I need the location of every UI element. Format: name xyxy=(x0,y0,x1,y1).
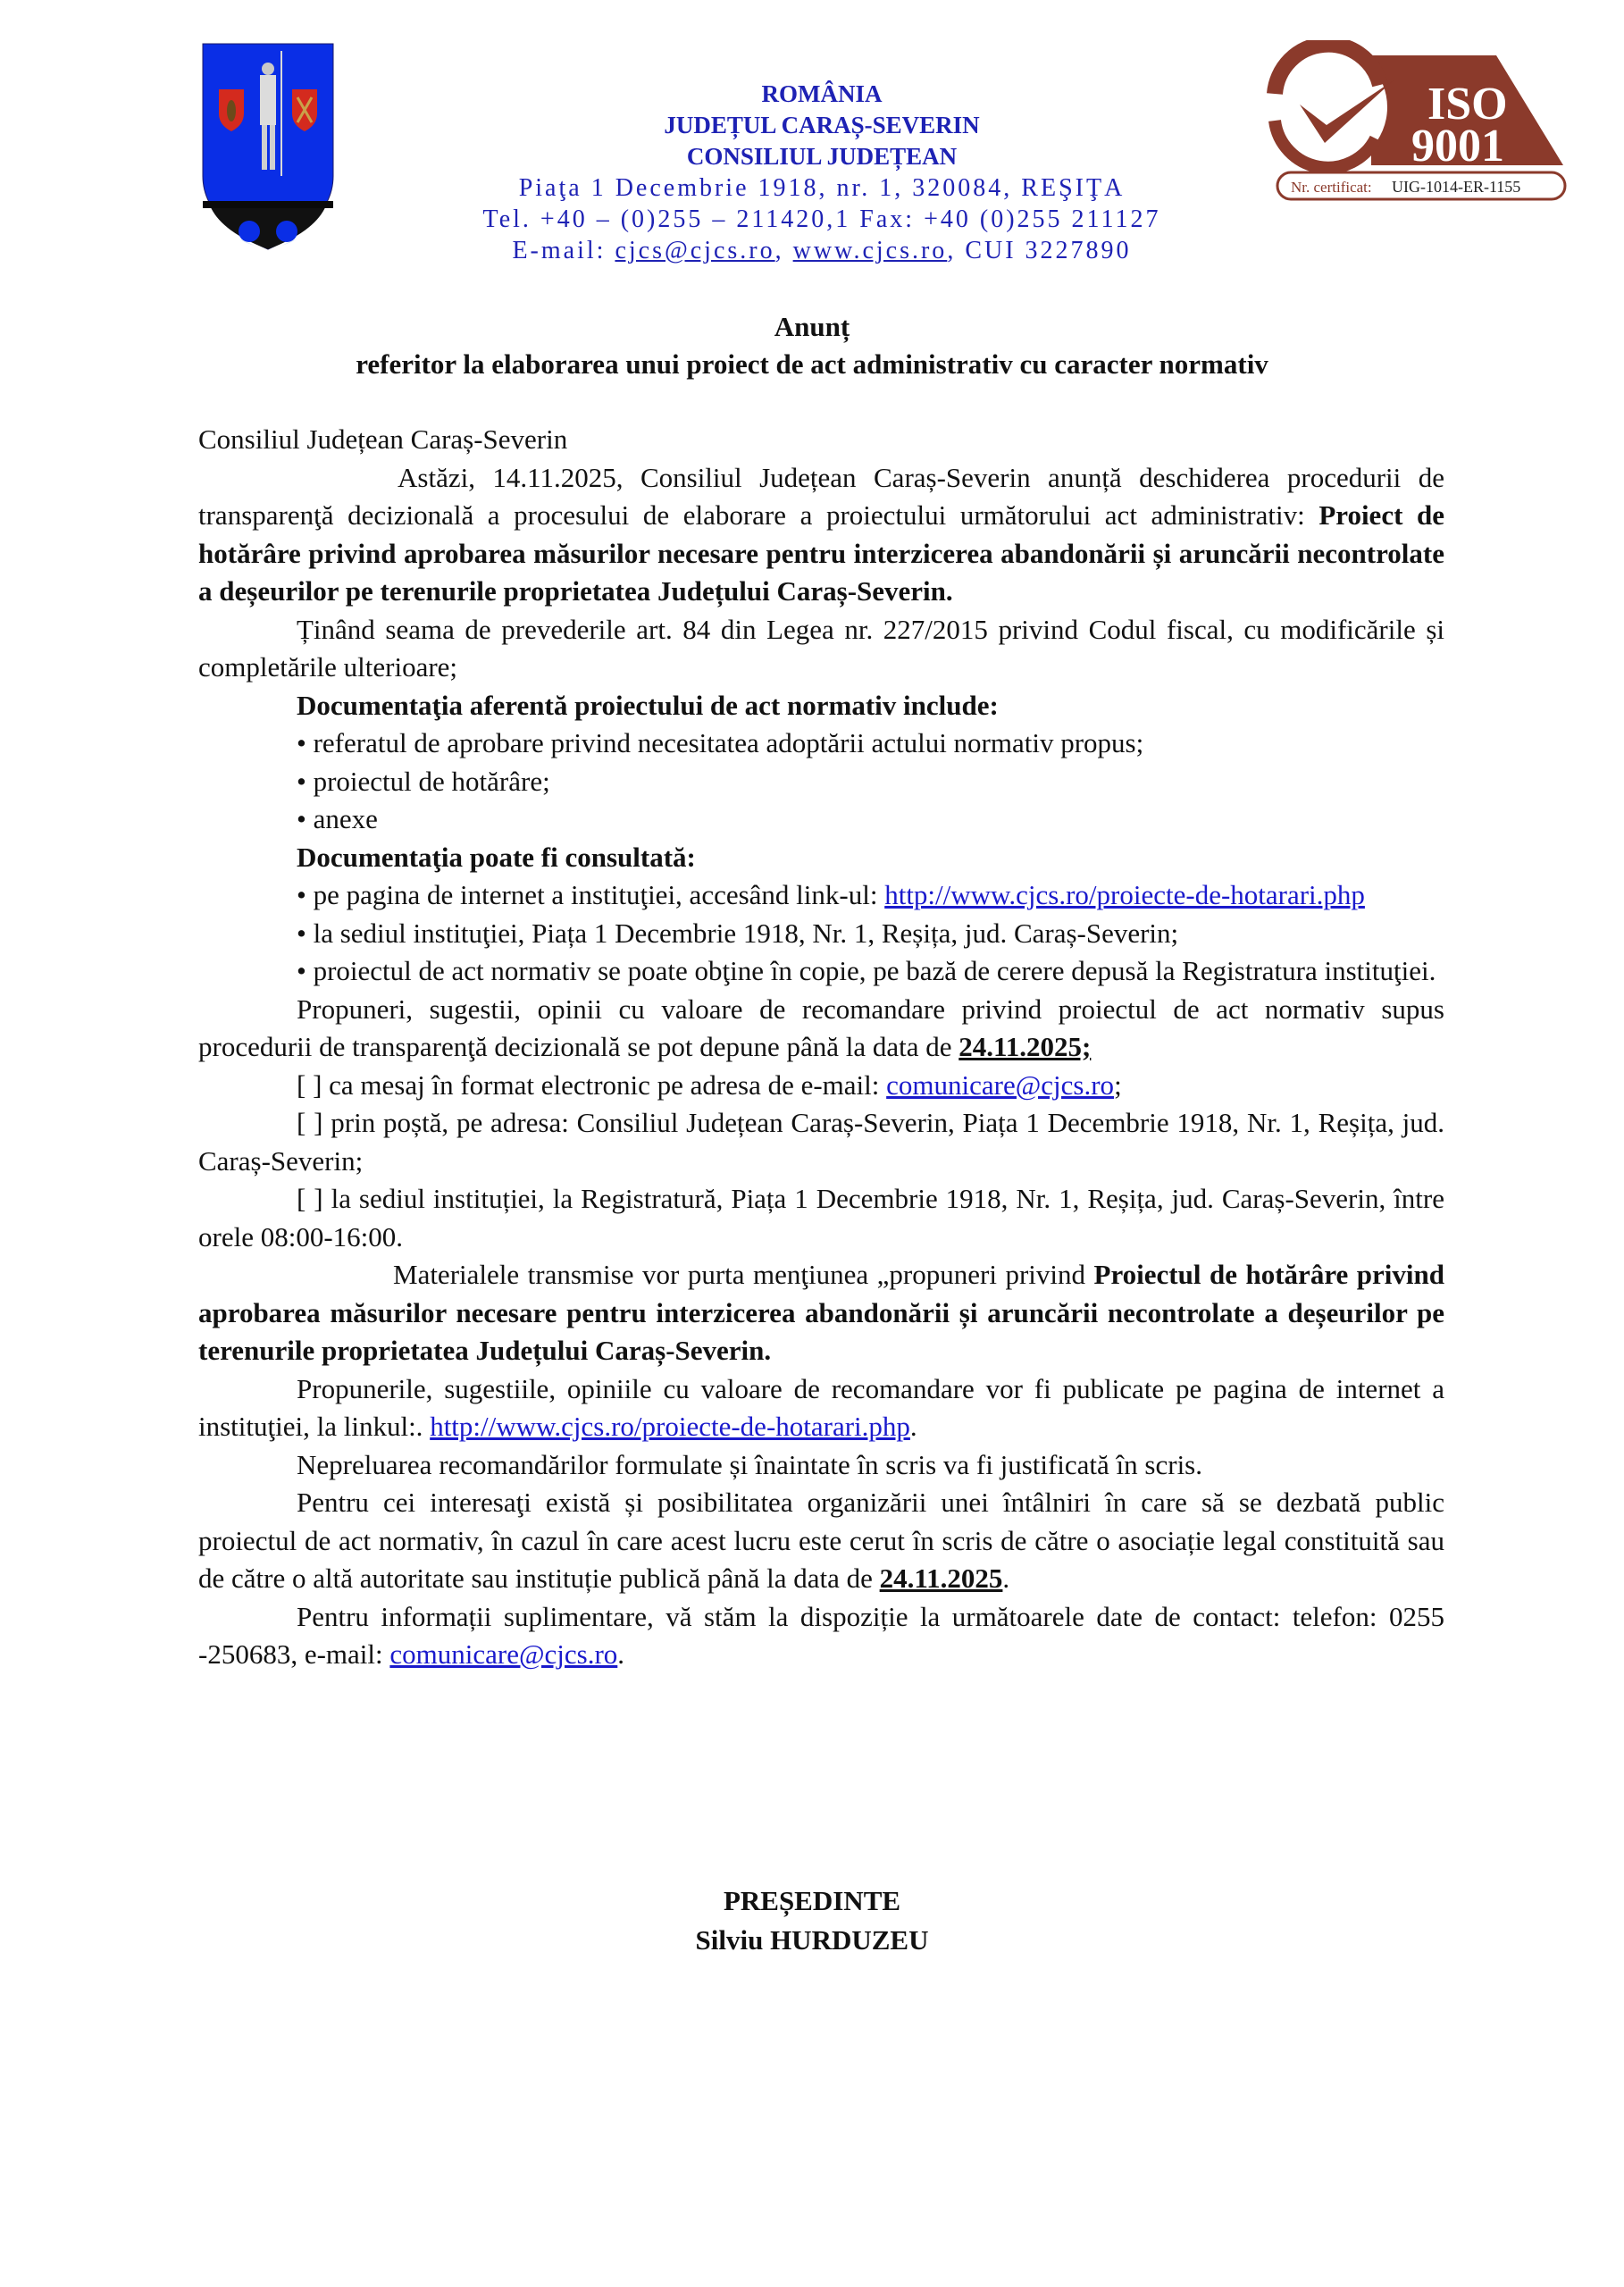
iso-9001-certification-logo-icon xyxy=(1264,40,1572,201)
email-link[interactable]: cjcs@cjcs.ro xyxy=(615,237,775,264)
letterhead xyxy=(465,79,1179,266)
channel-post: [ ] prin poștă, pe adresa: Consiliul Județean Caraș-Severin, Piața 1 Decembrie 1918, Nr. 1, Reșița, jud. Caraș-Severin; xyxy=(198,1107,1444,1177)
proposals-deadline: 24.11.2025; xyxy=(958,1031,1092,1062)
county-coat-of-arms-icon xyxy=(201,42,335,250)
paragraph-legal-basis: Ținând seama de prevederile art. 84 din Legea nr. 227/2015 privind Codul fiscal, cu modificările și completările ulterioare; xyxy=(198,613,1444,683)
county-name: JUDEȚUL CARAȘ-SEVERIN xyxy=(664,112,980,138)
announcement-subtitle: referitor la elaborarea unui proiect de act administrativ cu caracter normativ xyxy=(356,348,1268,380)
address: Piaţa 1 Decembrie 1918, nr. 1, 320084, REŞIŢA xyxy=(518,174,1126,202)
paragraph-contact: Pentru informații suplimentare, vă stăm la dispoziție la următoarele date de contact: telefon: 0255 -250683, e-mail: comunicare@cjcs.ro. xyxy=(198,1600,1444,1670)
country-name: ROMÂNIA xyxy=(761,80,883,107)
doc-item: • proiectul de hotărâre; xyxy=(297,765,550,797)
svg-text:Nr. certificat:: Nr. certificat: xyxy=(1291,179,1372,196)
svg-text:9001: 9001 xyxy=(1411,121,1504,172)
phone-fax: Tel. +40 – (0)255 – 211420,1 Fax: +40 (0)255 211127 xyxy=(482,205,1161,233)
paragraph-rejection: Nepreluarea recomandărilor formulate și înaintate în scris va fi justificată în scris. xyxy=(297,1448,1202,1480)
signature-name: Silviu HURDUZEU xyxy=(695,1924,929,1956)
signature-role: PREȘEDINTE xyxy=(723,1885,901,1916)
website-link[interactable]: www.cjcs.ro xyxy=(792,237,948,264)
consult-heading: Documentaţia poate fi consultată: xyxy=(297,841,696,873)
projects-link[interactable]: http://www.cjcs.ro/proiecte-de-hotarari.php xyxy=(884,879,1365,910)
paragraph-materials: Materialele transmise vor purta menţiunea „propuneri privind Proiectul de hotărâre privind aprobarea măsurilor necesare pentru interzicerea abandonării și aruncării necontrolate a deșeurilor pe terenurile proprietatea Județului Caraș-Severin. xyxy=(198,1259,1444,1366)
svg-text:UIG-1014-ER-1155: UIG-1014-ER-1155 xyxy=(1392,178,1521,196)
paragraph-publish: Propunerile, sugestiile, opiniile cu valoare de recomandare vor fi publicate pe pagina de internet a instituţiei, la linkul:. http://www.cjcs.ro/proiecte-de-hotarari.php. xyxy=(198,1372,1444,1442)
contact-email-link[interactable]: comunicare@cjcs.ro xyxy=(389,1638,618,1670)
project-title: Proiect de hotărâre privind aprobarea măsurilor necesare pentru interzicerea abandonării și aruncării necontrolate a deșeurilor pe terenurile proprietatea Județului Caraș-Severin. xyxy=(198,499,1444,607)
announcement-body xyxy=(198,421,1444,1674)
projects-link[interactable]: http://www.cjcs.ro/proiecte-de-hotarari.php xyxy=(430,1411,910,1442)
iso-text: ISO xyxy=(1427,79,1508,130)
council-name: CONSILIUL JUDEȚEAN xyxy=(686,143,958,170)
consult-item-copy: • proiectul de act normativ se poate obţine în copie, pe bază de cerere depusă la Registratura instituţiei. xyxy=(297,955,1436,986)
separator: , xyxy=(774,237,793,264)
documentation-heading: Documentaţia aferentă proiectului de act normativ include: xyxy=(297,689,999,721)
issuer-line: Consiliul Județean Caraș-Severin xyxy=(198,423,568,455)
email-label: E-mail: xyxy=(512,237,615,264)
channel-office: [ ] la sediul instituției, la Registratură, Piața 1 Decembrie 1918, Nr. 1, Reșița, jud. Caraș-Severin, între orele 08:00-16:00. xyxy=(198,1183,1444,1252)
channel-email: [ ] ca mesaj în format electronic pe adresa de e-mail: comunicare@cjcs.ro; xyxy=(297,1068,1122,1101)
consult-item-office: • la sediul instituţiei, Piața 1 Decembrie 1918, Nr. 1, Reșița, jud. Caraș-Severin; xyxy=(297,917,1179,949)
paragraph-intro: Astăzi, 14.11.2025, Consiliul Județean Caraș-Severin anunță deschiderea procedurii de transparenţă decizională a procesului de elaborare a proiectului următorului act administrativ: Proiect de hotărâre privind aprobarea măsurilor necesare pentru interzicerea abandonării și aruncării necontrolate a deșeurilor pe terenurile proprietatea Județului Caraș-Severin. xyxy=(198,461,1444,607)
cui: CUI 3227890 xyxy=(965,237,1132,264)
meeting-deadline: 24.11.2025 xyxy=(879,1562,1003,1594)
separator: , xyxy=(947,237,966,264)
consult-item-web: • pe pagina de internet a instituţiei, accesând link-ul: http://www.cjcs.ro/proiecte-de-hotarari.php xyxy=(297,879,1365,910)
doc-item: • anexe xyxy=(297,803,378,834)
paragraph-meeting: Pentru cei interesaţi există și posibilitatea organizării unei întâlniri în care să se dezbată public proiectul de act normativ, în cazul în care acest lucru este cerut în scris de către o asociație legal constituită sau de către o altă autoritate sau instituție publică până la data de 24.11.2025. xyxy=(198,1487,1444,1594)
doc-item: • referatul de aprobare privind necesitatea adoptării actului normativ propus; xyxy=(297,727,1144,758)
contact-line xyxy=(465,235,1179,266)
email-link[interactable]: comunicare@cjcs.ro xyxy=(886,1068,1115,1101)
paragraph-proposals: Propuneri, sugestii, opinii cu valoare de recomandare privind proiectul de act normativ supus procedurii de transparenţă decizională se pot depune până la data de 24.11.2025; xyxy=(198,993,1444,1062)
announcement-title: Anunț xyxy=(774,311,850,342)
